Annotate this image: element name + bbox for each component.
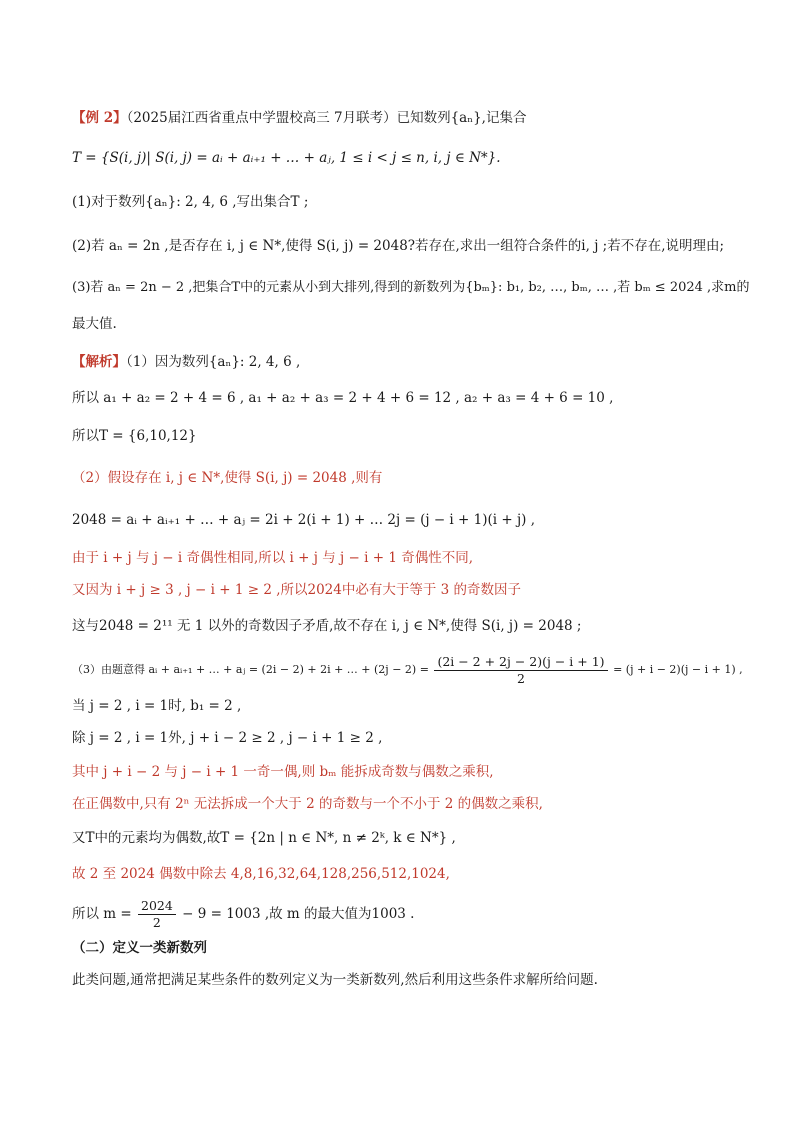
section-2-body: 此类问题,通常把满足某些条件的数列定义为一类新数列,然后利用这些条件求解所给问题.	[72, 972, 598, 988]
solution-3b: 当 j = 2 , i = 1时, b₁ = 2 ,	[72, 698, 242, 714]
solution-1b: 所以 a₁ + a₂ = 2 + 4 = 6 , a₁ + a₂ + a₃ = 2 + 4 + 6 = 12 , a₂ + a₃ = 4 + 6 = 10 ,	[72, 390, 614, 406]
question-3-line-1: (3)若 aₙ = 2n − 2 ,把集合T中的元素从小到大排列,得到的新数列为{bₘ}: b₁, b₂, …, bₘ, … ,若 bₘ ≤ 2024 ,求m的	[72, 280, 750, 295]
solution-3h-denominator: 2	[152, 915, 161, 930]
question-3-line-2: 最大值.	[72, 316, 117, 332]
solution-3a-denominator: 2	[517, 670, 525, 686]
solution-1c: 所以T = {6,10,12}	[72, 428, 197, 444]
set-definition: T = {S(i, j)| S(i, j) = aᵢ + aᵢ₊₁ + … + aⱼ, 1 ≤ i < j ≤ n, i, j ∈ N*}.	[72, 150, 501, 166]
solution-2b: 2048 = aᵢ + aᵢ₊₁ + … + aⱼ = 2i + 2(i + 1) + … 2j = (j − i + 1)(i + j) ,	[72, 512, 536, 528]
solution-3g: 故 2 至 2024 偶数中除去 4,8,16,32,64,128,256,512,1024,	[72, 866, 450, 882]
example-source: （2025届江西省重点中学盟校高三 7月联考）	[126, 110, 397, 126]
solution-3d: 其中 j + i − 2 与 j − i + 1 一奇一偶,则 bₘ 能拆成奇数与偶数之乘积,	[72, 764, 494, 780]
solution-1a: （1）因为数列{aₙ}: 2, 4, 6 ,	[126, 354, 301, 370]
solution-2c: 由于 i + j 与 j − i 奇偶性相同,所以 i + j 与 j − i + 1 奇偶性不同,	[72, 550, 473, 566]
solution-2a: （2）假设存在 i, j ∈ N*,使得 S(i, j) = 2048 ,则有	[72, 470, 383, 486]
question-1: (1)对于数列{aₙ}: 2, 4, 6 ,写出集合T ;	[72, 194, 309, 210]
solution-3h-fraction	[138, 898, 176, 931]
solution-3a-left: （3）由题意得 aᵢ + aᵢ₊₁ + … + aⱼ = (2i − 2) + 2i + … + (2j − 2) =	[72, 663, 429, 676]
solution-3e: 在正偶数中,只有 2ⁿ 无法拆成一个大于 2 的奇数与一个不小于 2 的偶数之乘积,	[72, 796, 543, 812]
section-2-heading: （二）定义一类新数列	[72, 940, 207, 956]
solution-3h-left: 所以 m =	[72, 906, 132, 922]
solution-3h	[72, 896, 414, 932]
example-tag: 【例 2】	[72, 110, 127, 126]
solution-3f: 又T中的元素均为偶数,故T = {2n | n ∈ N*, n ≠ 2ᵏ, k ∈ N*} ,	[72, 830, 456, 846]
solution-tag: 【解析】	[72, 354, 126, 370]
solution-2d: 又因为 i + j ≥ 3 , j − i + 1 ≥ 2 ,所以2024中必有大于等于 3 的奇数因子	[72, 582, 522, 598]
solution-3h-numerator: 2024	[138, 898, 176, 915]
example-intro: 已知数列{aₙ},记集合	[396, 110, 527, 126]
solution-3a-fraction	[434, 654, 607, 687]
question-2: (2)若 aₙ = 2n ,是否存在 i, j ∈ N*,使得 S(i, j) = 2048?若存在,求出一组符合条件的i, j ;若不存在,说明理由;	[72, 238, 725, 254]
solution-2e: 这与2048 = 2¹¹ 无 1 以外的奇数因子矛盾,故不存在 i, j ∈ N*,使得 S(i, j) = 2048 ;	[72, 618, 582, 634]
solution-3a-right: = (j + i − 2)(j − i + 1) ,	[613, 663, 743, 676]
solution-3c: 除 j = 2 , i = 1外, j + i − 2 ≥ 2 , j − i + 1 ≥ 2 ,	[72, 730, 383, 746]
solution-3h-right: − 9 = 1003 ,故 m 的最大值为1003 .	[182, 906, 415, 922]
example-header	[72, 108, 526, 128]
solution-part-1-intro	[72, 352, 300, 372]
solution-3a	[72, 652, 743, 688]
solution-3a-numerator: (2i − 2 + 2j − 2)(j − i + 1)	[434, 654, 607, 671]
